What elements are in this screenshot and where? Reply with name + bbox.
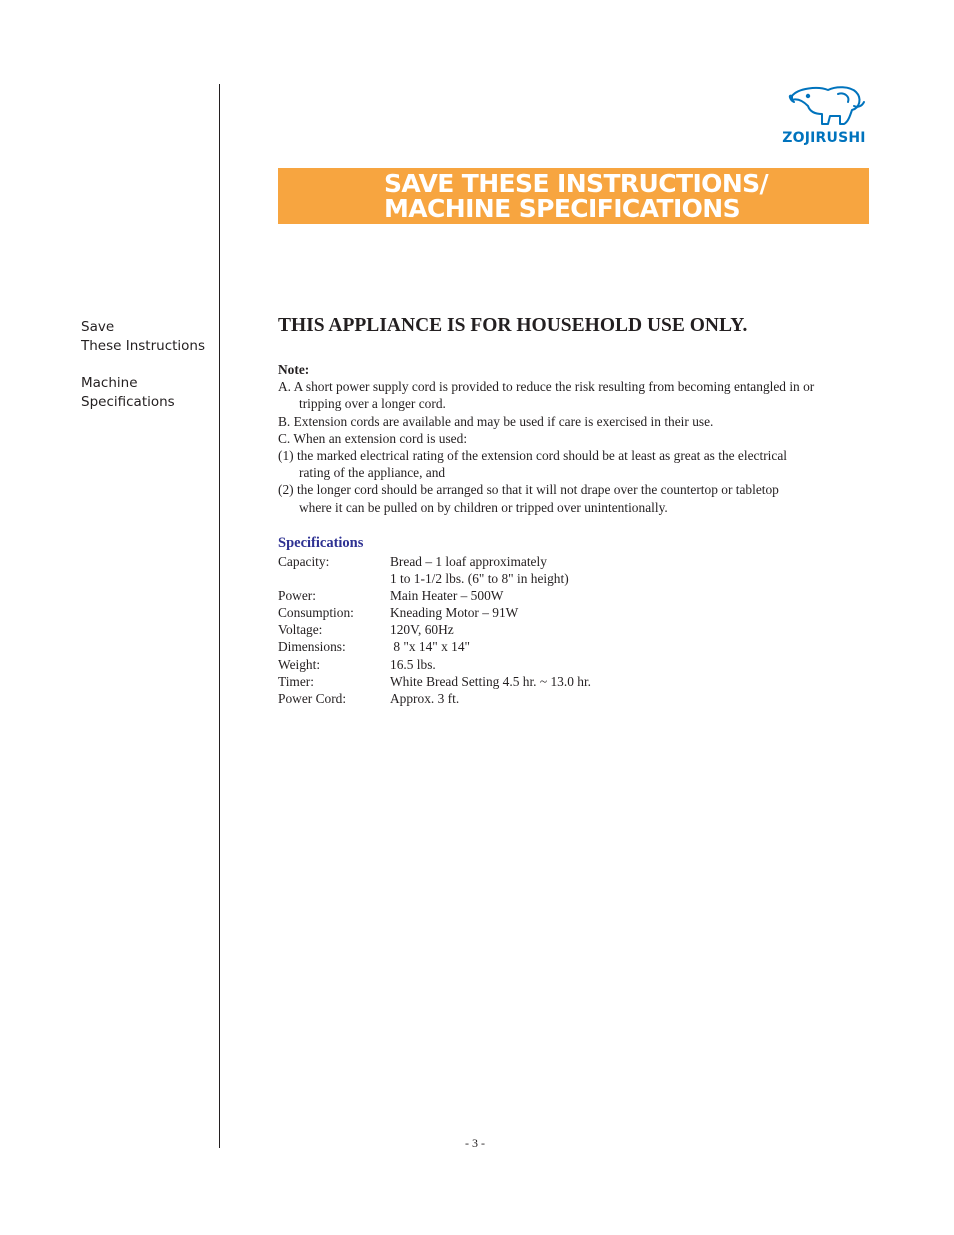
spec-row-timer xyxy=(278,673,591,690)
spec-label: Timer: xyxy=(278,673,314,689)
spec-value: 8 "x 14" x 14" xyxy=(390,639,471,655)
spec-value: White Bread Setting 4.5 hr. ~ 13.0 hr. xyxy=(390,673,592,689)
brand-logo xyxy=(778,84,870,150)
spec-value-line: Bread – 1 loaf approximately xyxy=(390,554,547,569)
note-subitem-1: (1) the marked electrical rating of the extension cord should be at least as great as the electrical xyxy=(278,448,787,464)
note-item-b: B. Extension cords are available and may be used if care is exercised in their use. xyxy=(278,413,714,429)
banner-title-line: SAVE THESE INSTRUCTIONS/ xyxy=(384,169,769,198)
note-item-a: A. A short power supply cord is provided to reduce the risk resulting from becoming entangled in or xyxy=(278,379,815,395)
spec-row-weight xyxy=(278,656,591,673)
page-number: - 3 - xyxy=(465,1136,485,1150)
sidebar-link-line: Save xyxy=(81,319,115,335)
note-item-c: C. When an extension cord is used: xyxy=(278,430,468,446)
spec-value: Approx. 3 ft. xyxy=(390,690,460,706)
spec-row-voltage xyxy=(278,621,591,638)
spec-row-consumption xyxy=(278,604,591,621)
spec-label: Capacity: xyxy=(278,554,330,569)
note-title: Note: xyxy=(278,362,310,377)
spec-value: 120V, 60Hz xyxy=(390,622,454,638)
spec-label: Power: xyxy=(278,588,316,604)
spec-value-line: 1 to 1-1/2 lbs. (6" to 8" in height) xyxy=(390,571,569,587)
sidebar-nav xyxy=(81,318,205,430)
specifications-title: Specifications xyxy=(278,535,364,551)
spec-label: Power Cord: xyxy=(278,690,347,706)
spec-value: 16.5 lbs. xyxy=(390,656,436,672)
note-subitem-2: (2) the longer cord should be arranged so that it will not drape over the countertop or tabletop xyxy=(278,482,779,498)
specifications-section xyxy=(278,535,591,707)
banner-title-line: MACHINE SPECIFICATIONS xyxy=(384,194,741,223)
vertical-divider xyxy=(219,84,220,1148)
note-item-a-continued: tripping over a longer cord. xyxy=(299,396,446,412)
spec-row-capacity xyxy=(278,553,591,587)
spec-value: Kneading Motor – 91W xyxy=(390,605,519,621)
sidebar-link-line: These Instructions xyxy=(81,337,206,354)
elephant-logo-icon xyxy=(778,84,870,130)
spec-label: Consumption: xyxy=(278,605,354,621)
spec-row-power-cord xyxy=(278,690,591,707)
spec-label: Voltage: xyxy=(278,622,323,638)
note-subitem-1-continued: rating of the appliance, and xyxy=(299,465,446,481)
sidebar-link-save-instructions[interactable] xyxy=(81,318,205,355)
spec-row-dimensions xyxy=(278,638,591,655)
spec-value: Main Heater – 500W xyxy=(390,588,504,604)
note-section xyxy=(278,361,858,516)
note-subitem-2-continued: where it can be pulled on by children or tripped over unintentionally. xyxy=(299,499,668,515)
section-heading: THIS APPLIANCE IS FOR HOUSEHOLD USE ONLY. xyxy=(278,315,748,336)
banner-title xyxy=(384,171,768,221)
sidebar-link-line: Specifications xyxy=(81,393,175,410)
spec-value xyxy=(390,553,569,587)
section-banner xyxy=(278,168,869,224)
spec-row-power xyxy=(278,587,591,604)
sidebar-link-line: Machine xyxy=(81,375,138,391)
spec-label: Weight: xyxy=(278,656,321,672)
brand-name: ZOJIRUSHI xyxy=(782,130,866,146)
spec-label: Dimensions: xyxy=(278,639,346,655)
sidebar-link-machine-specifications[interactable] xyxy=(81,374,205,411)
